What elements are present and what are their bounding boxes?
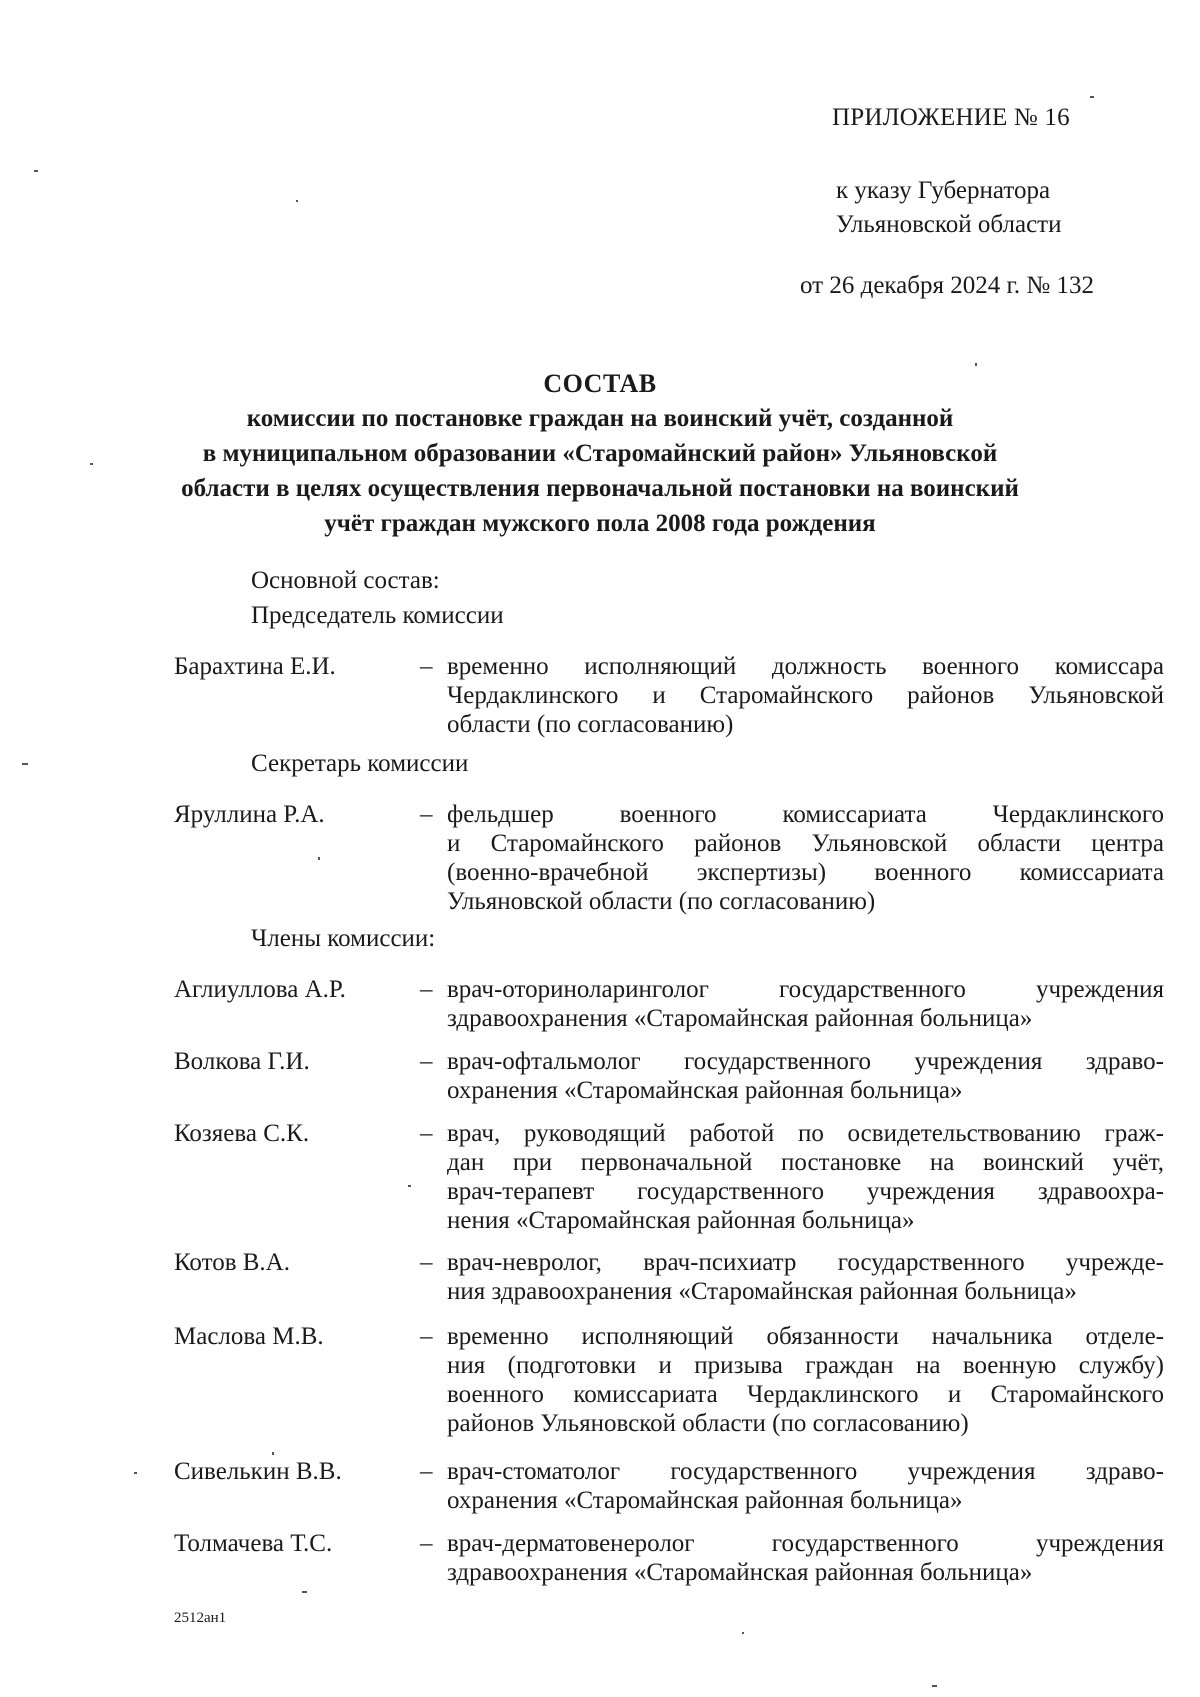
- section-chairman: Председатель комиссии: [251, 602, 504, 629]
- member-description: [447, 652, 1164, 739]
- description-line: охранения «Старомайнская районная больница»: [447, 1487, 963, 1514]
- description-line: врач-стоматолог государственного учреждения здраво-: [447, 1458, 1164, 1485]
- scan-speck: [272, 1452, 274, 1455]
- scan-speck: [932, 1685, 937, 1687]
- member-name: Козяева С.К.: [174, 1120, 310, 1147]
- description-line: врач-терапевт государственного учреждения здравоохра-: [447, 1178, 1164, 1205]
- description-line: временно исполняющий должность военного комиссара: [447, 653, 1164, 680]
- member-description: [447, 1047, 1164, 1105]
- description-line: охранения «Старомайнская районная больница»: [447, 1077, 963, 1104]
- description-line: нения «Старомайнская районная больница»: [447, 1207, 915, 1234]
- dash: –: [420, 801, 433, 828]
- scan-speck: [34, 170, 38, 172]
- dash: –: [420, 1458, 433, 1485]
- member-name: Сивелькин В.В.: [174, 1458, 342, 1485]
- scan-speck: [742, 1632, 744, 1634]
- scan-speck: [302, 1591, 307, 1593]
- subtitle-line: области в целях осуществления первоначальной постановки на воинский: [181, 475, 1019, 502]
- description-line: ния здравоохранения «Старомайнская районная больница»: [447, 1278, 1077, 1305]
- member-description: [447, 800, 1164, 916]
- description-line: ния (подготовки и призыва граждан на военную службу): [447, 1352, 1164, 1379]
- description-line: врач, руководящий работой по освидетельствованию граж-: [447, 1120, 1164, 1147]
- appendix-number: ПРИЛОЖЕНИЕ № 16: [832, 104, 1070, 131]
- description-line: (военно-врачебной экспертизы) военного комиссариата: [447, 859, 1164, 886]
- dash: –: [420, 1249, 433, 1276]
- description-line: врач-невролог, врач-психиатр государственного учрежде-: [447, 1249, 1164, 1276]
- member-name: Барахтина Е.И.: [174, 653, 336, 680]
- section-main: Основной состав:: [251, 567, 440, 594]
- document-subtitle: [120, 401, 1080, 541]
- decree-reference-line: к указу Губернатора: [836, 177, 1051, 204]
- description-line: врач-офтальмолог государственного учреждения здраво-: [447, 1048, 1164, 1075]
- subtitle-line: учёт граждан мужского пола 2008 года рождения: [324, 510, 876, 537]
- description-line: Ульяновской области (по согласованию): [447, 888, 876, 915]
- member-name: Яруллина Р.А.: [174, 801, 325, 828]
- member-description: [447, 1322, 1164, 1438]
- member-name: Маслова М.В.: [174, 1323, 324, 1350]
- scan-speck: [90, 463, 93, 465]
- description-line: здравоохранения «Старомайнская районная больница»: [447, 1559, 1033, 1586]
- scan-speck: [408, 1185, 411, 1187]
- section-secretary: Секретарь комиссии: [251, 750, 469, 777]
- member-name: Аглиуллова А.Р.: [174, 976, 346, 1003]
- dash: –: [420, 653, 433, 680]
- member-description: [447, 975, 1164, 1033]
- member-description: [447, 1119, 1164, 1235]
- document-title: СОСТАВ: [543, 369, 657, 398]
- member-description: [447, 1529, 1164, 1587]
- dash: –: [420, 1530, 433, 1557]
- description-line: здравоохранения «Старомайнская районная больница»: [447, 1005, 1033, 1032]
- member-name: Толмачева Т.С.: [174, 1530, 333, 1557]
- description-line: районов Ульяновской области (по согласованию): [447, 1410, 969, 1437]
- section-members: Члены комиссии:: [251, 925, 436, 952]
- description-line: Чердаклинского и Старомайнского районов Ульяновской: [447, 682, 1164, 709]
- footer-code: 2512ан1: [174, 1610, 227, 1626]
- decree-reference: [836, 174, 1061, 242]
- member-name: Котов В.А.: [174, 1249, 290, 1276]
- description-line: области (по согласованию): [447, 711, 734, 738]
- scan-speck: [22, 763, 28, 765]
- member-description: [447, 1457, 1164, 1515]
- scan-speck: [318, 857, 320, 860]
- description-line: врач-дерматовенеролог государственного учреждения: [447, 1530, 1164, 1557]
- member-description: [447, 1248, 1164, 1306]
- decree-date: от 26 декабря 2024 г. № 132: [800, 272, 1095, 299]
- scan-speck: [975, 363, 977, 366]
- description-line: военного комиссариата Чердаклинского и Старомайнского: [447, 1381, 1164, 1408]
- subtitle-line: в муниципальном образовании «Старомайнский район» Ульяновской: [202, 440, 998, 467]
- description-line: дан при первоначальной постановке на воинский учёт,: [447, 1149, 1164, 1176]
- description-line: врач-оториноларинголог государственного учреждения: [447, 976, 1164, 1003]
- subtitle-line: комиссии по постановке граждан на воинский учёт, созданной: [246, 405, 954, 432]
- dash: –: [420, 976, 433, 1003]
- decree-reference-line: Ульяновской области: [836, 211, 1062, 238]
- dash: –: [420, 1120, 433, 1147]
- description-line: и Старомайнского районов Ульяновской области центра: [447, 830, 1164, 857]
- member-name: Волкова Г.И.: [174, 1048, 310, 1075]
- scan-speck: [134, 1472, 137, 1474]
- dash: –: [420, 1323, 433, 1350]
- scan-speck: [296, 200, 298, 202]
- scan-speck: [1090, 96, 1094, 98]
- description-line: фельдшер военного комиссариата Чердаклинского: [447, 801, 1164, 828]
- description-line: временно исполняющий обязанности начальника отделе-: [447, 1323, 1164, 1350]
- dash: –: [420, 1048, 433, 1075]
